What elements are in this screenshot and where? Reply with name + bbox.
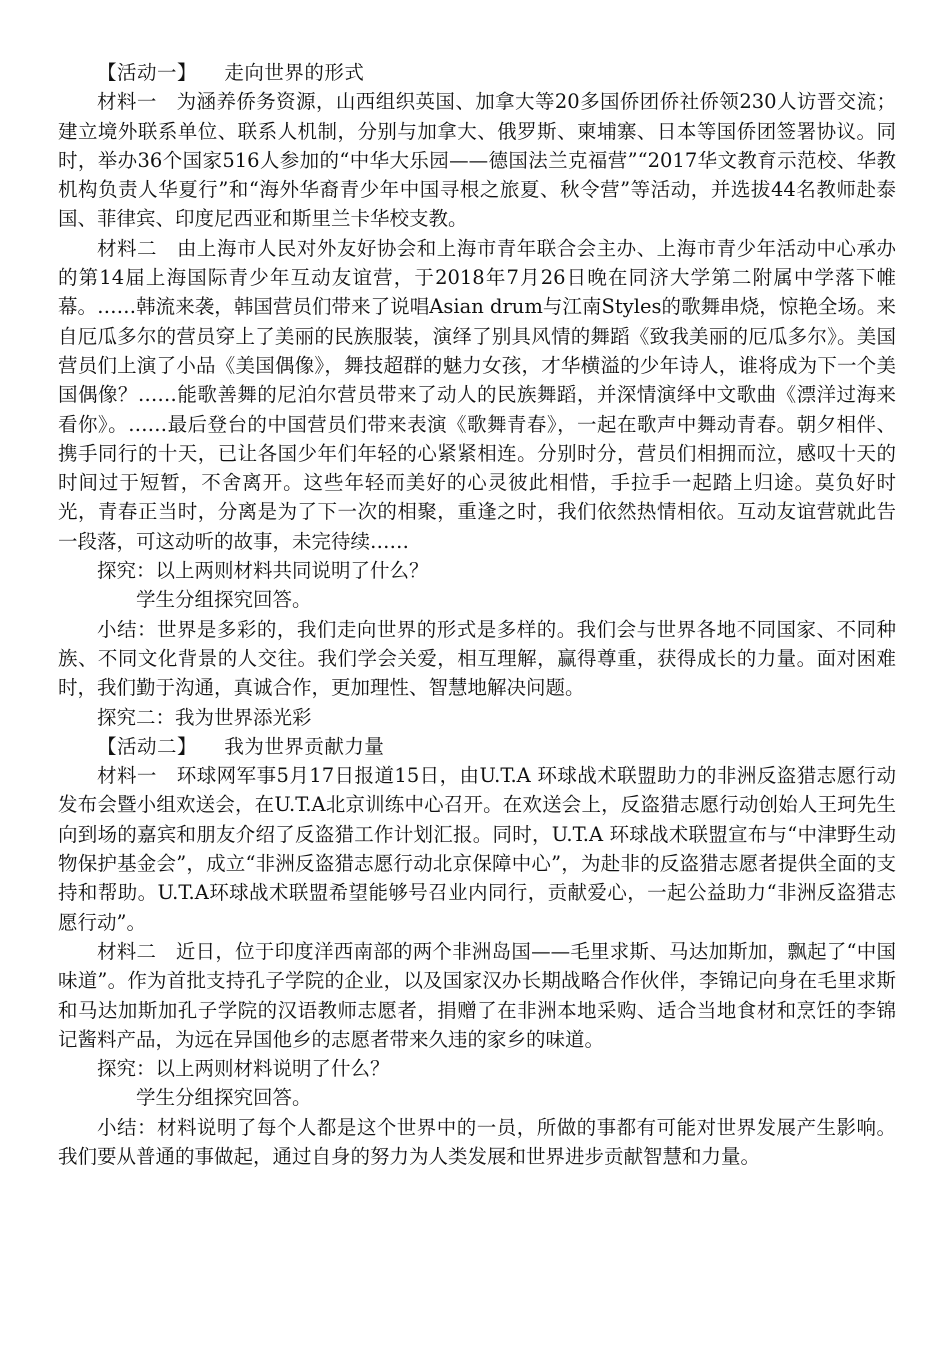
activity1-tag: 【活动一】 <box>97 61 198 84</box>
activity2-material1: 材料一 环球网军事5月17日报道15日，由U.T.A 环球战术联盟助力的非洲反盗猎志愿行动发布会暨小组欢送会，在U.T.A北京训练中心召开。在欢送会上，反盗猎志愿行动创始人王珂先生向到场的嘉宾和朋友介绍了反盗猎工作计划汇报。同时，U.T.A 环球战术联盟宣布与“中津野生动物保护基金会”，成立“非洲反盗猎志愿行动北京保障中心”，为赴非的反盗猎志愿者提供全面的支持和帮助。U.T.A环球战术联盟希望能够号召业内同行，贡献爱心，一起公益助力“非洲反盗猎志愿行动”。 <box>58 764 896 934</box>
activity2-material2: 材料二 近日，位于印度洋西南部的两个非洲岛国——毛里求斯、马达加斯加，飘起了“中国味道”。作为首批支持孔子学院的企业，以及国家汉办长期战略合作伙伴，李锦记向身在毛里求斯和马达加斯加孔子学院的汉语教师志愿者，捐赠了在非洲本地采购、适合当地食材和烹饪的李锦记酱料产品，为远在异国他乡的志愿者带来久违的家乡的味道。 <box>58 939 896 1051</box>
document-page <box>58 58 896 1171</box>
activity1-material2: 材料二 由上海市人民对外友好协会和上海市青年联合会主办、上海市青少年活动中心承办的第14届上海国际青少年互动友谊营，于2018年7月26日晚在同济大学第二附属中学落下帷幕。……韩流来袭，韩国营员们带来了说唱Asian drum与江南Styles的歌舞串烧，惊艳全场。来自厄瓜多尔的营员穿上了美丽的民族服装，演绎了别具风情的舞蹈《致我美丽的厄瓜多尔》。美国营员们上演了小品《美国偶像》，舞技超群的魅力女孩，才华横溢的少年诗人，谁将成为下一个美国偶像？……能歌善舞的尼泊尔营员带来了动人的民族舞蹈，并深情演绎中文歌曲《漂洋过海来看你》。……最后登台的中国营员们带来表演《歌舞青春》，一起在歌声中舞动青春。朝夕相伴、携手同行的十天，已让各国少年们年轻的心紧紧相连。分别时分，营员们相拥而泣，感叹十天的时间过于短暂，不舍离开。这些年轻而美好的心灵彼此相惜，手拉手一起踏上归途。莫负好时光，青春正当时，分离是为了下一次的相聚，重逢之时，我们依然热情相依。互动友谊营就此告一段落，可这动听的故事，未完待续…… <box>58 236 896 553</box>
activity2-summary: 小结：材料说明了每个人都是这个世界中的一员，所做的事都有可能对世界发展产生影响。我们要从普通的事做起，通过自身的努力为人类发展和世界进步贡献智慧和力量。 <box>58 1115 896 1168</box>
activity1-heading <box>58 58 896 87</box>
activity1-material1: 材料一 为涵养侨务资源，山西组织英国、加拿大等20多国侨团侨社侨领230人访晋交流；建立境外联系单位、联系人机制，分别与加拿大、俄罗斯、柬埔寨、日本等国侨团签署协议。同时，举办36个国家516人参加的“中华大乐园——德国法兰克福营”“2017华文教育示范校、华教机构负责人华夏行”和“海外华裔青少年中国寻根之旅夏、秋令营”等活动，并选拔44名教师赴泰国、菲律宾、印度尼西亚和斯里兰卡华校支教。 <box>58 90 896 231</box>
activity2-title: 我为世界贡献力量 <box>224 734 385 758</box>
activity2-inquiry: 探究：以上两则材料说明了什么？ <box>97 1057 390 1081</box>
activity2-group-answer: 学生分组探究回答。 <box>136 1086 312 1110</box>
activity1-title: 走向世界的形式 <box>224 61 365 84</box>
activity2-tag: 【活动二】 <box>97 734 198 758</box>
activity1-inquiry2: 探究二：我为世界添光彩 <box>97 705 312 729</box>
activity1-inquiry: 探究：以上两则材料共同说明了什么？ <box>97 559 429 583</box>
activity1-summary: 小结：世界是多彩的，我们走向世界的形式是多样的。我们会与世界各地不同国家、不同种族、不同文化背景的人交往。我们学会关爱，相互理解，赢得尊重，获得成长的力量。面对困难时，我们勤于沟通，真诚合作，更加理性、智慧地解决问题。 <box>58 617 896 700</box>
activity2-heading <box>58 732 896 761</box>
activity1-group-answer: 学生分组探究回答。 <box>136 588 312 612</box>
